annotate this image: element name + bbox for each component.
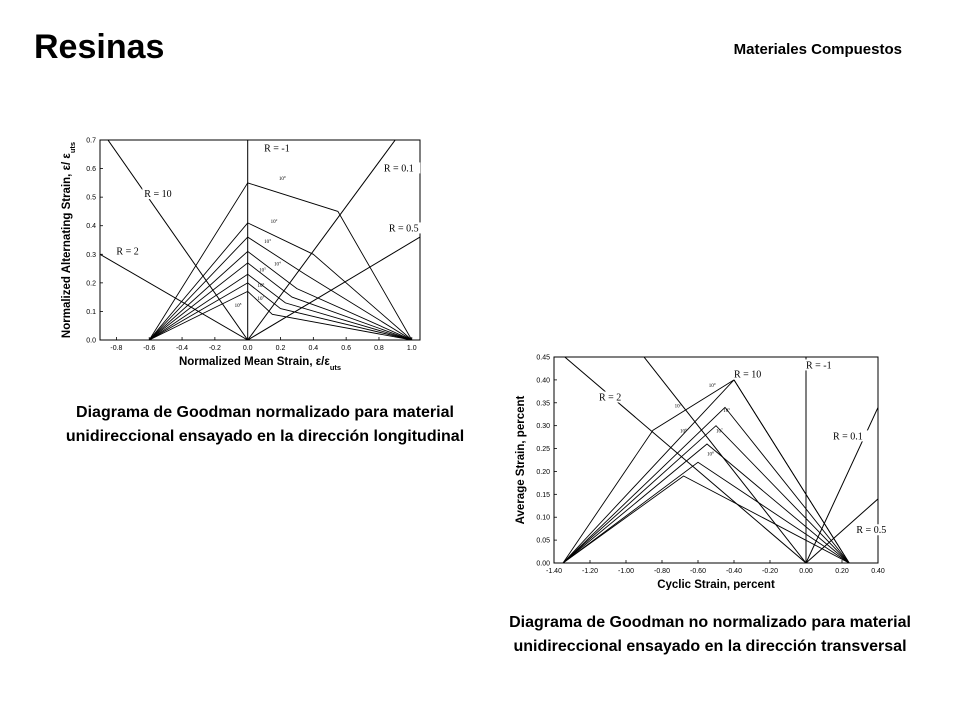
transverse-y-tick-label-9: 0.45 [536,354,550,362]
longitudinal-y-tick-label-0: 0.0 [86,337,96,345]
transverse-y-axis-title: Average Strain, percent [515,395,527,525]
transverse-r-label-1: R = 10 [734,369,762,381]
transverse-x-tick-label-8: 0.20 [835,568,849,575]
transverse-y-tick-label-4: 0.20 [536,468,550,476]
caption-transverse-line-1: Diagrama de Goodman no normalizado para material [509,614,911,631]
longitudinal-y-tick-label-4: 0.4 [86,223,96,231]
slide-title: Resinas [34,28,165,66]
caption-transverse-line-2: unidireccional ensayado en la dirección transversal [513,638,907,655]
transverse-y-tick-label-1: 0.05 [536,537,550,545]
transverse-x-tick-label-6: -0.20 [762,568,778,575]
longitudinal-cycle-label-2: $10^3$ [264,237,271,245]
longitudinal-y-axis-title: Normalized Alternating Strain, ε/ $\varepsilon_{uts}$ [61,141,77,339]
transverse-x-tick-label-9: 0.40 [871,568,885,575]
longitudinal-y-tick-label-6: 0.6 [86,166,96,174]
transverse-r-line-2 [554,350,806,563]
longitudinal-x-tick-label-5: 0.2 [275,345,286,352]
longitudinal-y-tick-label-3: 0.3 [86,251,96,259]
longitudinal-r-line-1 [100,129,248,340]
longitudinal-x-tick-label-9: 1.0 [406,345,417,352]
longitudinal-x-tick-label-6: 0.4 [308,345,319,352]
transverse-r-label-4: R = 0.5 [856,525,887,537]
transverse-y-tick-label-7: 0.35 [536,400,550,408]
transverse-y-tick-label-8: 0.40 [536,377,550,385]
transverse-x-tick-label-0: -1.40 [546,568,562,575]
transverse-cycle-label-5: $10^8$ [707,450,714,458]
longitudinal-series-line-6 [149,283,412,340]
longitudinal-cycle-label-5: $10^6$ [257,282,265,290]
transverse-cycle-label-2: $10^5$ [723,406,730,414]
longitudinal-r-label-0: R = -1 [264,143,290,155]
transverse-plot-area [554,350,878,563]
longitudinal-cycle-label-6: $10^7$ [257,295,265,302]
transverse-y-tick-label-6: 0.30 [536,423,550,431]
transverse-x-tick-label-5: -0.40 [726,568,742,575]
longitudinal-y-tick-label-2: 0.2 [86,280,96,288]
longitudinal-r-label-3: R = 0.1 [383,163,414,175]
longitudinal-x-tick-label-8: 0.8 [374,345,384,352]
caption-longitudinal [30,401,500,449]
transverse-y-tick-label-5: 0.25 [536,446,550,454]
goodman-chart-transverse-svg [504,350,888,590]
longitudinal-x-tick-label-1: -0.6 [143,345,156,352]
transverse-x-tick-label-3: -0.80 [654,568,670,575]
longitudinal-frame [100,140,420,340]
transverse-r-label-0: R = -1 [806,360,832,372]
longitudinal-x-axis-title: Normalized Mean Strain, $\varepsilon/\varepsilon_{uts}$ [178,356,342,372]
longitudinal-r-label-2: R = 2 [116,246,139,258]
transverse-y-tick-label-3: 0.15 [536,491,550,499]
transverse-r-label-2: R = 2 [599,392,622,404]
longitudinal-r-line-2 [100,254,248,340]
longitudinal-cycle-label-7: $10^8$ [234,302,242,310]
transverse-x-axis-title: Cyclic Strain, percent [657,579,775,590]
transverse-x-tick-label-4: -0.60 [690,568,706,575]
longitudinal-cycle-label-4: $10^5$ [259,266,266,274]
longitudinal-plot-area [100,129,420,340]
goodman-chart-longitudinal-svg [56,100,440,380]
longitudinal-y-tick-label-5: 0.5 [86,194,96,202]
slide-subtitle: Materiales Compuestos [733,41,902,58]
longitudinal-y-tick-label-7: 0.7 [86,137,96,145]
longitudinal-x-tick-label-7: 0.6 [341,345,352,352]
transverse-x-tick-label-7: 0.00 [799,568,813,575]
transverse-cycle-label-3: $10^6$ [680,427,687,435]
longitudinal-r-label-4: R = 0.5 [388,223,419,235]
goodman-chart-transverse [504,350,888,590]
longitudinal-x-tick-label-2: -0.4 [176,345,189,352]
transverse-x-tick-label-2: -1.00 [618,568,634,575]
transverse-cycle-label-4: $10^7$ [716,427,723,435]
longitudinal-cycle-label-0: $10^0$ [278,175,286,182]
caption-longitudinal-line-2: unidireccional ensayado en la dirección longitudinal [65,428,465,445]
goodman-chart-longitudinal [56,100,440,380]
longitudinal-x-tick-label-0: -0.8 [110,345,123,352]
longitudinal-y-tick-label-1: 0.1 [86,308,96,316]
longitudinal-cycle-label-1: $10^2$ [270,217,278,225]
transverse-x-tick-label-1: -1.20 [582,568,598,575]
transverse-y-tick-label-0: 0.00 [536,560,550,568]
longitudinal-x-tick-label-3: -0.2 [208,345,221,352]
transverse-cycle-label-1: $10^3$ [674,402,682,410]
caption-longitudinal-line-1: Diagrama de Goodman normalizado para material [76,404,454,421]
longitudinal-r-label-1: R = 10 [144,189,172,201]
longitudinal-x-tick-label-4: 0.0 [242,345,253,352]
caption-transverse [480,611,940,659]
transverse-y-tick-label-2: 0.10 [536,514,550,522]
transverse-r-label-3: R = 0.1 [833,431,863,443]
transverse-cycle-label-0: $10^0$ [708,381,716,389]
longitudinal-cycle-label-3: $10^4$ [273,260,281,268]
